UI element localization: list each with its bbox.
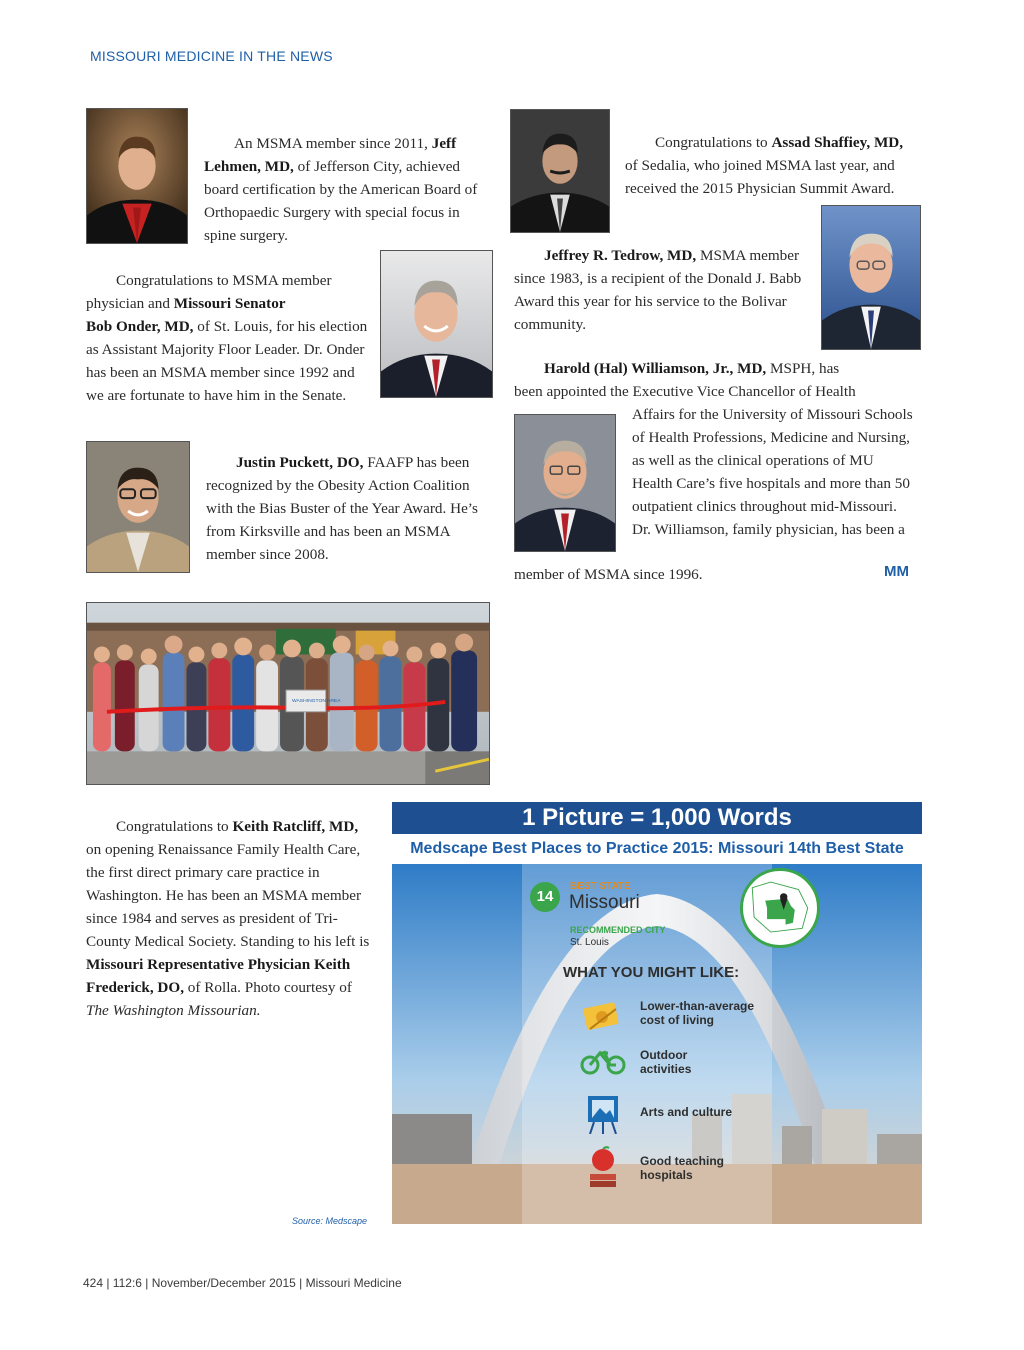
puckett-text-post: FAAFP has been recognized by the Obesity Action Coalition with the Bias Buster of the Year Award. He’s from Kirksville and has been an MSMA member since 2008. [206, 454, 478, 563]
lehmen-name: Jeff Lehmen, MD, [204, 135, 457, 175]
puckett-portrait-photo [86, 441, 190, 573]
infographic-source: Source: Medscape [292, 1216, 368, 1226]
shaffiey-paragraph [625, 131, 905, 200]
tedrow-text-post: MSMA member since 1983, is a recipient of the Donald J. Babb Award this year for his service to the Bolivar community. [514, 247, 802, 333]
medscape-infographic [392, 864, 922, 1224]
onder-text-pre: Congratulations to MSMA member physician and [86, 272, 332, 312]
what-you-might-like-heading: WHAT YOU MIGHT LIKE: [563, 964, 740, 981]
tedrow-paragraph [514, 244, 804, 336]
lehmen-text-post: of Jefferson City, achieved board certification by the American Board of Orthopaedic Surgery with special focus in spine surgery. [204, 158, 478, 244]
williamson-line2: been appointed the Executive Vice Chancellor of Health [514, 383, 856, 400]
item-outdoor-line2: activities [640, 1062, 692, 1076]
bicycle-icon [580, 1045, 626, 1075]
item-outdoor-line1: Outdoor [640, 1048, 688, 1062]
apple-books-icon [586, 1146, 620, 1190]
page-footer: 424 | 112:6 | November/December 2015 | Missouri Medicine [83, 1276, 402, 1290]
williamson-portrait-photo [514, 414, 616, 552]
tedrow-name: Jeffrey R. Tedrow, MD, [544, 247, 697, 264]
ratcliff-source-publication: The Washington Missourian. [86, 1002, 261, 1019]
missouri-map-icon [740, 868, 820, 948]
easel-icon [584, 1094, 622, 1134]
ratcliff-text-pre: Congratulations to [116, 818, 233, 835]
williamson-wrapped-text: Affairs for the University of Missouri Schools of Health Professions, Medicine and Nursing, as well as the clinical operations of MU Health Care’s five hospitals and more than 50 outpatient clinics throughout mid-Missouri. Dr. Williamson, family physician, has been a [632, 406, 913, 538]
ratcliff-name: Keith Ratcliff, MD, [232, 818, 359, 835]
onder-title: Missouri Senator [173, 295, 286, 312]
shaffiey-name: Assad Shaffiey, MD, [771, 134, 904, 151]
ribbon-sign-text: WASHINGTON AREA [291, 698, 341, 704]
item-teaching-line1: Good teaching [640, 1154, 724, 1168]
puckett-paragraph [206, 451, 491, 566]
item-arts-line1: Arts and culture [640, 1105, 733, 1119]
sidebar-subtitle: Medscape Best Places to Practice 2015: Missouri 14th Best State [410, 840, 904, 857]
ratcliff-text-post: of Rolla. Photo courtesy of [184, 979, 352, 996]
recommended-city-label: RECOMMENDED CITY [570, 925, 666, 935]
onder-text-post: of St. Louis, for his election as Assistant Majority Floor Leader. Dr. Onder has been an MSMA member since 1992 and we are fortunate to have him in the Senate. [86, 318, 368, 404]
item-cost-of-living [640, 999, 754, 1027]
williamson-last-line: member of MSMA since 1996. [514, 566, 703, 583]
tedrow-portrait-photo [821, 205, 921, 350]
section-title: MISSOURI MEDICINE IN THE NEWS [90, 48, 333, 64]
rank-badge: 14 [530, 882, 560, 912]
best-state-label: BEST STATE [570, 881, 631, 892]
item-cost-line1: Lower-than-average [640, 999, 755, 1013]
shaffiey-text-post: of Sedalia, who joined MSMA last year, and received the 2015 Physician Summit Award. [625, 157, 895, 197]
onder-paragraph [86, 269, 368, 407]
recommended-city: St. Louis [570, 937, 609, 948]
shaffiey-portrait-photo [510, 109, 610, 233]
ribbon-cutting-photo [86, 602, 490, 785]
williamson-intro [514, 357, 909, 403]
money-icon [582, 1001, 624, 1035]
ratcliff-paragraph [86, 815, 371, 1022]
sidebar-banner: 1 Picture = 1,000 Words [392, 802, 922, 834]
item-teaching-hospitals [640, 1154, 724, 1182]
ratcliff-text-mid: on opening Renaissance Family Health Care, the first direct primary care practice in Washington. He has been an MSMA member since 1984 and serves as president of Tri-County Medical Society. Standing to his left is [86, 841, 370, 950]
williamson-line1-post: MSPH, has [766, 360, 840, 377]
item-outdoor-activities [640, 1048, 691, 1076]
item-cost-line2: cost of living [640, 1013, 715, 1027]
williamson-name: Harold (Hal) Williamson, Jr., MD, [544, 360, 767, 377]
end-mark: MM [884, 563, 909, 580]
item-arts-culture [640, 1105, 732, 1119]
lehmen-portrait-photo [86, 108, 188, 244]
shaffiey-text-pre: Congratulations to [655, 134, 772, 151]
frederick-name: Missouri Representative Physician Keith Frederick, DO, [86, 956, 351, 996]
lehmen-paragraph [204, 132, 494, 247]
item-teaching-line2: hospitals [640, 1168, 693, 1182]
onder-portrait-photo [380, 250, 493, 398]
lehmen-text-pre: An MSMA member since 2011, [234, 135, 432, 152]
puckett-name: Justin Puckett, DO, [236, 454, 364, 471]
onder-name: Bob Onder, MD, [86, 318, 194, 335]
state-name: Missouri [569, 892, 640, 913]
